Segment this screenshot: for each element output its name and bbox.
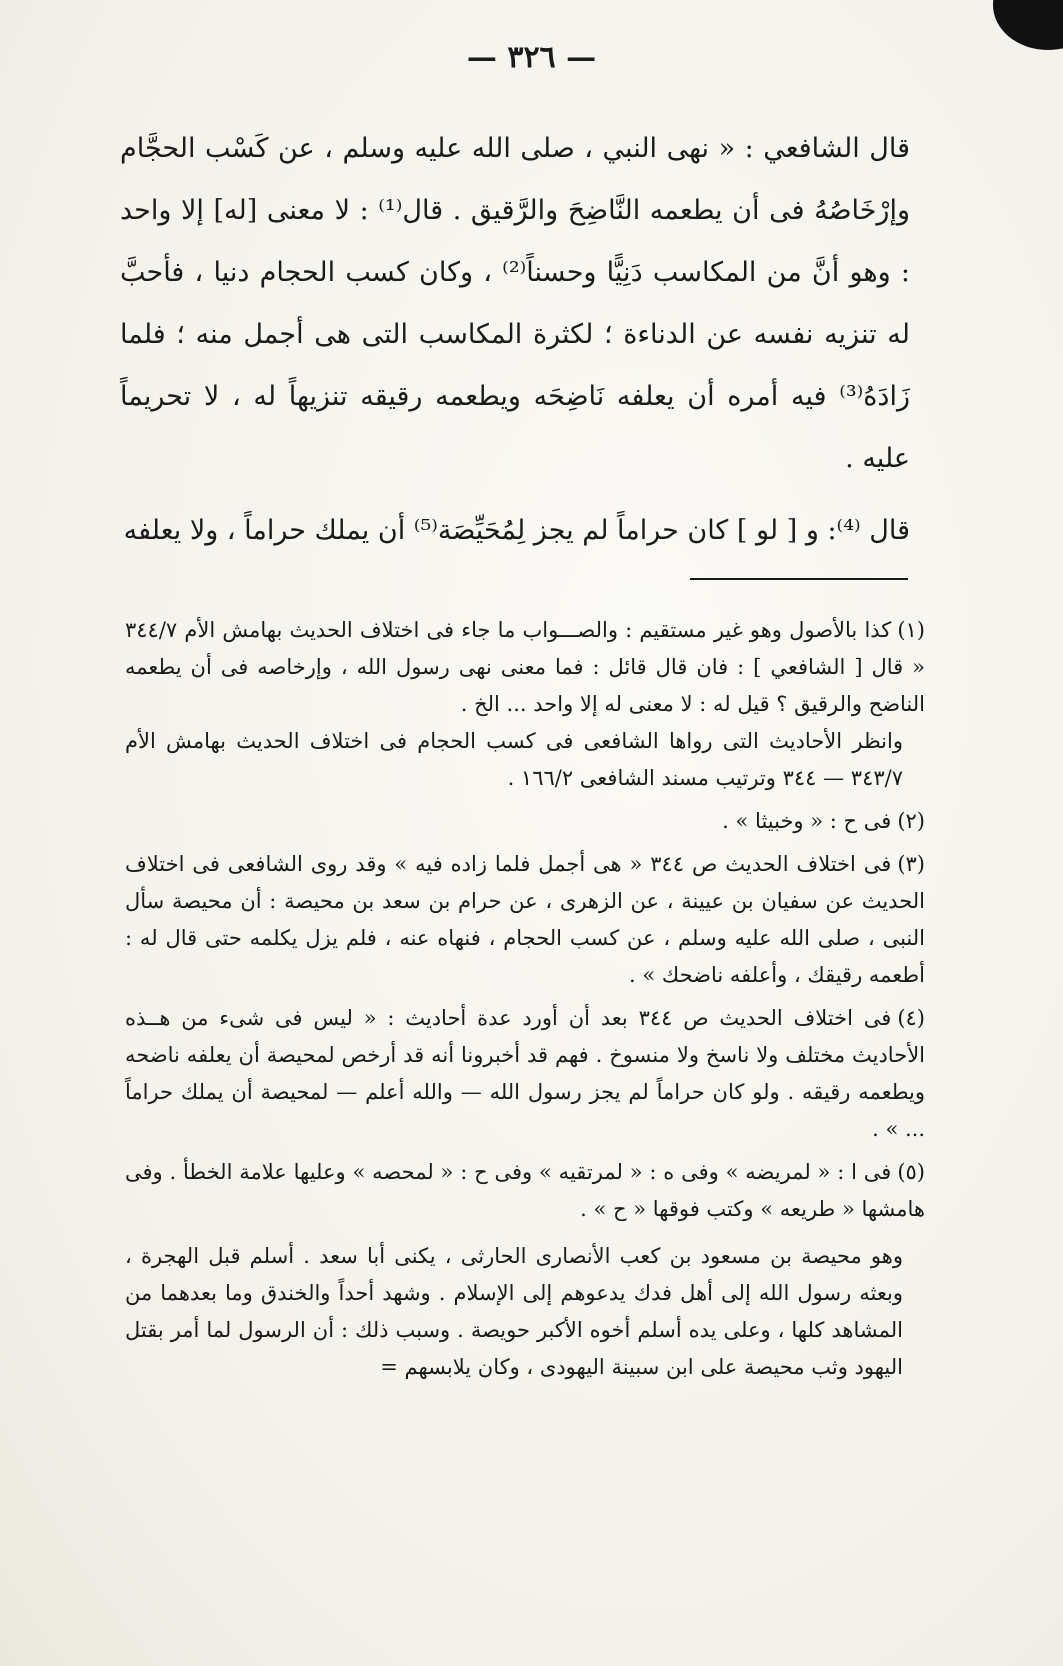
page-number: — ٣٢٦ — (466, 40, 597, 75)
main-text-body (120, 118, 910, 562)
footnote-text: فى ح : « وخبيثا » . (722, 809, 892, 833)
footnote-1 (125, 612, 925, 797)
footnote-divider (690, 578, 908, 580)
footnote-3 (125, 846, 925, 994)
main-paragraph-1: قال الشافعي : « نهى النبي ، صلى الله عليه وسلم ، عن كَسْب الحجَّام وإرْخَاصُهُ فى أن يطعمه النَّاضِحَ والرَّقيق . قال⁽¹⁾ : لا معنى [له] إلا واحد : وهو أنَّ من المكاسب دَنِيًّا وحسناً⁽²⁾ ، وكان كسب الحجام دنيا ، فأحبَّ له تنزيه نفسه عن الدناءة ؛ لكثرة المكاسب التى هى أجمل منه ؛ فلما زَادَهُ⁽³⁾ فيه أمره أن يعلفه نَاضِحَه ويطعمه رقيقه تنزيهاً له ، لا تحريماً عليه . (120, 133, 910, 474)
footnote-number: (٥) (897, 1160, 925, 1184)
footnotes-section (125, 612, 925, 1407)
footnote-continuation: وانظر الأحاديث التى رواها الشافعى فى كسب الحجام فى اختلاف الحديث بهامش الأم ٣٤٣/٧ — ٣٤٤ وترتيب مسند الشافعى ١٦٦/٢ . (125, 729, 903, 790)
footnote-number: (٢) (897, 809, 925, 833)
footnote-4 (125, 1000, 925, 1148)
footnote-biography: وهو محيصة بن مسعود بن كعب الأنصارى الحارثى ، يكنى أبا سعد . أسلم قبل الهجرة ، وبعثه رسول الله إلى أهل فدك يدعوهم إلى الإسلام . وشهد أحداً والخندق وما بعدهما من المشاهد كلها ، وعلى يده أسلم أخوه الأكبر حويصة . وسبب ذلك : أن الرسول لما أمر بقتل اليهود وثب محيصة على ابن سبينة اليهودى ، وكان يلابسهم = (125, 1244, 903, 1379)
main-paragraph-2: قال ⁽⁴⁾: و [ لو ] كان حراماً لم يجز لِمُحَيِّصَة⁽⁵⁾ أن يملك حراماً ، ولا يعلفه (123, 515, 910, 546)
footnote-text: كذا بالأصول وهو غير مستقيم : والصـــواب ما جاء فى اختلاف الحديث بهامش الأم ٣٤٤/٧ « قال [ الشافعي ] : فان قال قائل : فما معنى نهى رسول الله ، وإرخاصه فى أن يطعمه الناضح والرقيق ؟ قيل له : لا معنى له إلا واحد ... الخ . (125, 618, 925, 716)
footnote-5 (125, 1154, 925, 1386)
footnote-number: (١) (897, 618, 925, 642)
footnote-text: فى ا : « لمريضه » وفى ه : « لمرتقيه » وفى ح : « لمحصه » وعليها علامة الخطأ . وفى هامشها « طريعه » وكتب فوقها « ح » . (125, 1160, 925, 1221)
footnote-2 (125, 803, 925, 840)
footnote-text: فى اختلاف الحديث ص ٣٤٤ بعد أن أورد عدة أحاديث : « ليس فى شىء من هــذه الأحاديث مختلف ولا ناسخ ولا منسوخ . فهم قد أخبرونا أنه قد أرخص لمحيصة أن يعلفه ناضحه ويطعمه رقيقه . ولو كان حراماً لم يجز رسول الله — والله أعلم — لمحيصة أن يملك حراماً ... » . (125, 1006, 925, 1141)
footnote-number: (٤) (897, 1006, 925, 1030)
footnote-number: (٣) (897, 852, 925, 876)
footnote-text: فى اختلاف الحديث ص ٣٤٤ « هى أجمل فلما زاده فيه » وقد روى الشافعى فى اختلاف الحديث عن سفيان بن عيينة ، عن الزهرى ، عن حرام بن سعد بن محيصة : أن محيصة سأل النبى ، صلى الله عليه وسلم ، عن كسب الحجام ، فنهاه عنه ، فلم يزل يكلمه حتى قال له : أطعمه رقيقك ، وأعلفه ناضحك » . (125, 852, 925, 987)
